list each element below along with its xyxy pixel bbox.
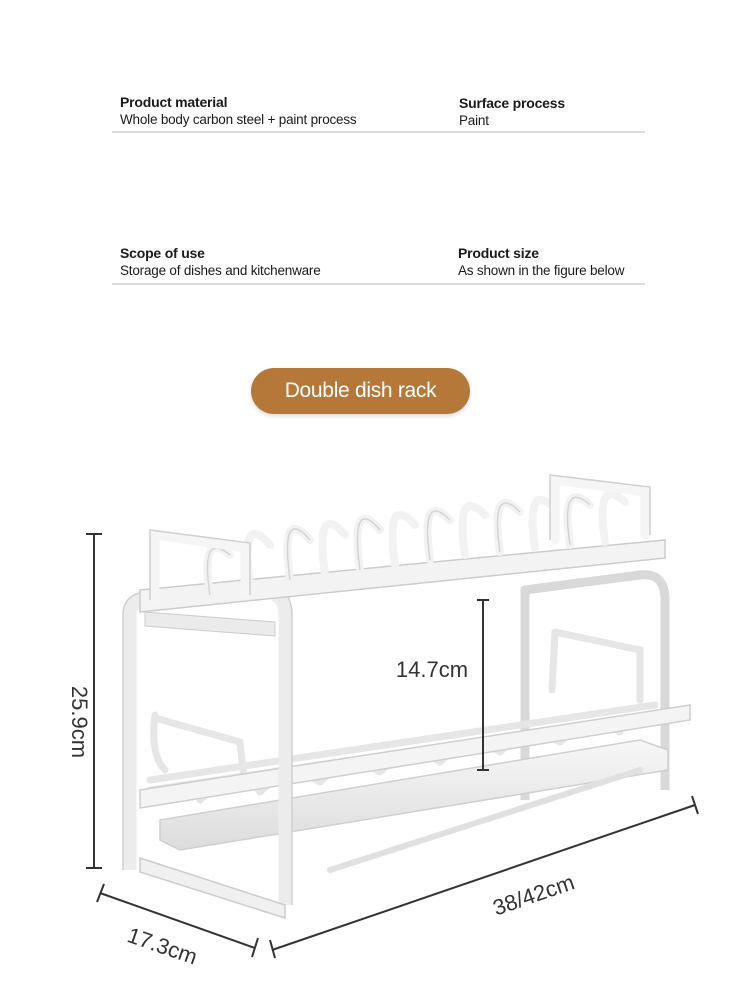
spec-size (458, 244, 624, 280)
height-label: 25.9cm (67, 685, 92, 759)
depth-label: 17.3cm (124, 922, 201, 970)
divider-bottom (112, 283, 645, 285)
spec-size-value: As shown in the figure below (458, 263, 625, 278)
spec-scope-label: Scope of use (120, 245, 205, 261)
divider-top (112, 131, 645, 133)
length-label: 38/42cm (489, 869, 578, 921)
spec-size-label: Product size (458, 245, 539, 261)
spec-material-label: Product material (120, 94, 228, 110)
dish-rack-illustration (0, 440, 750, 1000)
spec-material-value: Whole body carbon steel + paint process (120, 112, 357, 127)
product-title-badge: Double dish rack (251, 368, 470, 414)
inner-height-label: 14.7cm (395, 657, 469, 682)
spec-material (120, 93, 356, 129)
spec-surface-value: Paint (459, 113, 489, 128)
spec-surface (459, 94, 565, 130)
spec-surface-label: Surface process (459, 95, 565, 111)
spec-scope (120, 244, 321, 280)
spec-scope-value: Storage of dishes and kitchenware (120, 263, 321, 278)
rack-base-foot (140, 858, 285, 918)
